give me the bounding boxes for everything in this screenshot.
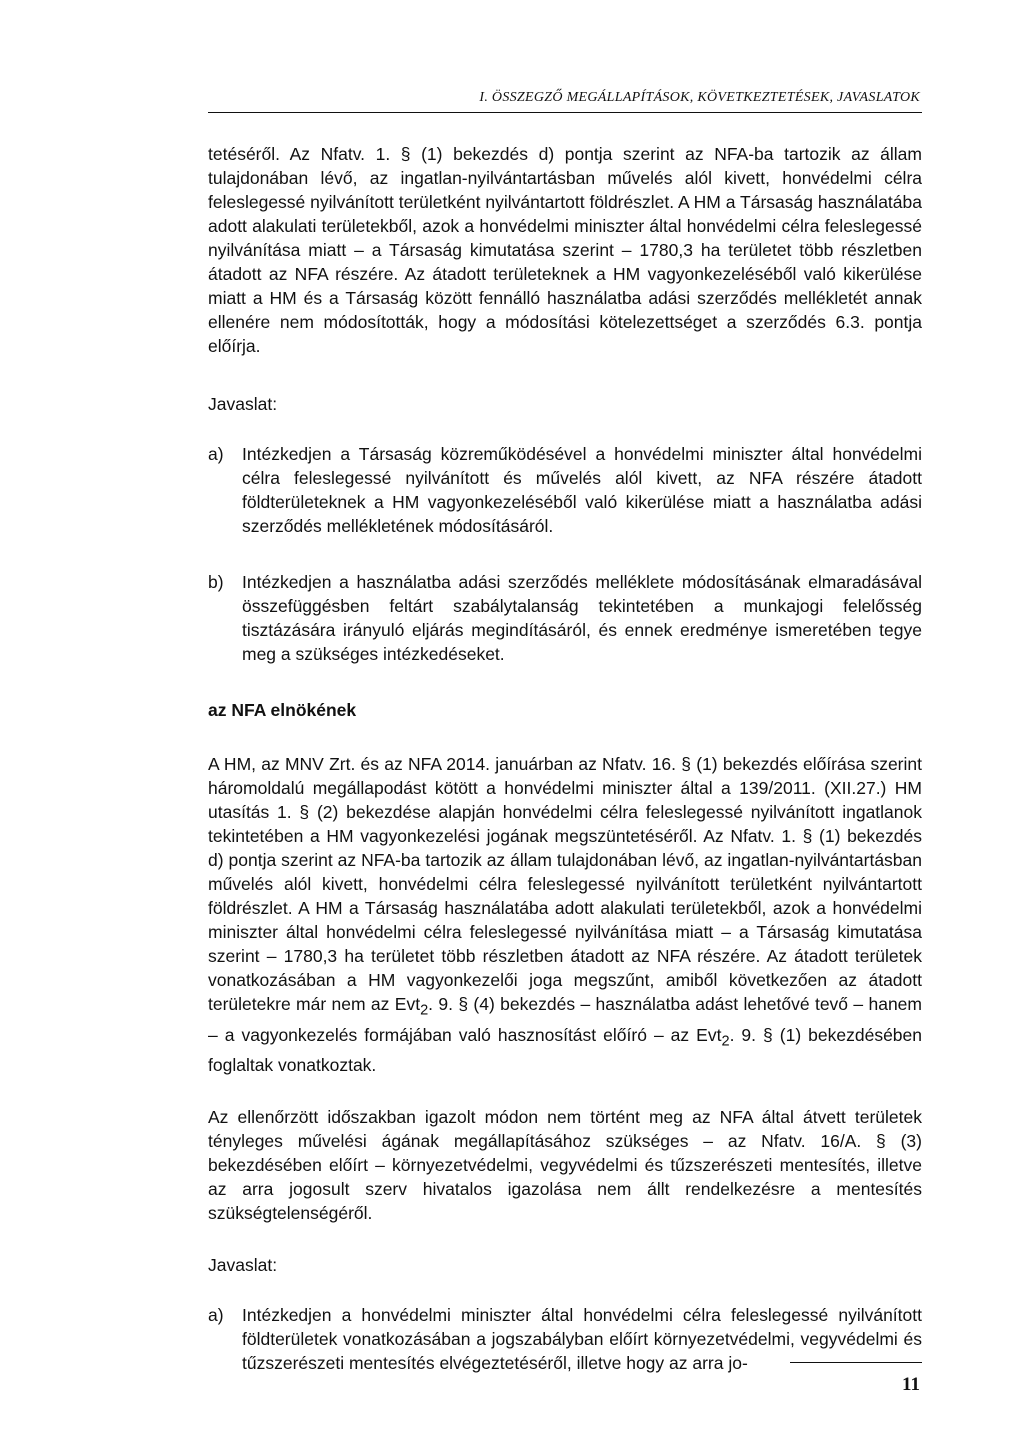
footer-rule	[790, 1362, 922, 1363]
subscript: 2	[420, 1002, 429, 1019]
nfa-paragraph	[208, 752, 922, 1077]
page-number: 11	[902, 1374, 920, 1395]
proposal-item	[208, 442, 922, 538]
proposal-marker: b)	[208, 572, 224, 592]
proposal-item	[208, 1303, 922, 1375]
proposal-text: Intézkedjen a használatba adási szerződés melléklete módosításának elmaradásával összefüggésben feltárt szabálytalanság tekintetében a munkajogi felelősség tisztázására irányuló eljárás megindításáról, és ennek eredménye ismeretében tegye meg a szükséges intézkedéseket.	[242, 572, 922, 664]
subscript: 2	[721, 1033, 730, 1049]
running-header: I. ÖSSZEGZŐ MEGÁLLAPÍTÁSOK, KÖVETKEZTETÉSEK, JAVASLATOK	[479, 90, 920, 105]
proposal-label: Javaslat:	[208, 394, 278, 414]
body-text	[208, 142, 922, 1375]
nfa-paragraph-text: . 9. § (1) bekezdésében foglaltak vonatkoztak.	[208, 1024, 922, 1075]
section-heading: az NFA elnökének	[208, 700, 357, 720]
proposal-label: Javaslat:	[208, 1255, 278, 1275]
nfa-paragraph-text: . 9. § (4) bekezdés – használatba adást lehetővé tevő – hanem – a vagyonkezelés formájában való hasznosítást előíró – az Evt	[208, 994, 922, 1045]
proposal-marker: a)	[208, 1305, 224, 1325]
intro-paragraph: tetéséről. Az Nfatv. 1. § (1) bekezdés d) pontja szerint az NFA-ba tartozik az állam tulajdonában lévő, az ingatlan-nyilvántartásban művelés alól kivett, honvédelmi célra feleslegessé nyilvánított területként nyilvántartott földrészlet. A HM a Társaság használatába adott alakulati területekből, azok a honvédelmi miniszter által honvédelmi célra feleslegessé nyilvánítása miatt – a Társaság kimutatása szerint – 1780,3 ha területet több részletben átadott az NFA részére. Az átadott területeknek a HM vagyonkezeléséből való kikerülése miatt a HM és a Társaság között fennálló használatba adási szerződés mellékletét annak ellenére nem módosították, hogy a módosítási kötelezettséget a szerződés 6.3. pontja előírja.	[208, 144, 922, 356]
nfa-paragraph: Az ellenőrzött időszakban igazolt módon nem történt meg az NFA által átvett területek tényleges művelési ágának megállapításához szükséges – az Nfatv. 16/A. § (3) bekezdésében előírt – környezetvédelmi, vegyvédelmi és tűzszerészeti mentesítés, illetve az arra jogosult szerv hivatalos igazolása nem állt rendelkezésre a mentesítés szükségtelenségéről.	[208, 1107, 922, 1223]
proposal-marker: a)	[208, 444, 224, 464]
proposal-item	[208, 570, 922, 666]
proposal-text: Intézkedjen a honvédelmi miniszter által honvédelmi célra feleslegessé nyilvánított földterületek vonatkozásában a jogszabályban előírt környezetvédelmi, vegyvédelmi és tűzszerészeti mentesítés elvégeztetéséről, illetve hogy az arra jo-	[242, 1305, 922, 1373]
proposal-text: Intézkedjen a Társaság közreműködésével a honvédelmi miniszter által honvédelmi célra feleslegessé nyilvánított és művelés alól kivett, az NFA részére átadott földterületeknek a HM vagyonkezeléséből való kikerülése miatt a használatba adási szerződés mellékletének módosításáról.	[242, 444, 922, 536]
nfa-paragraph-text: A HM, az MNV Zrt. és az NFA 2014. januárban az Nfatv. 16. § (1) bekezdés előírása szerint háromoldalú megállapodást kötött a honvédelmi miniszter által a 139/2011. (XII.27.) HM utasítás 1. § (2) bekezdése alapján honvédelmi célra feleslegessé nyilvánított ingatlanok tekintetében a HM vagyonkezelési jogának megszüntetéséről. Az Nfatv. 1. § (1) bekezdés d) pontja szerint az NFA-ba tartozik az állam tulajdonában lévő, az ingatlan-nyilvántartásban művelés alól kivett, honvédelmi célra feleslegessé nyilvánított területként nyilvántartott földrészlet. A HM a Társaság használatába adott alakulati területekből, azok a honvédelmi miniszter által honvédelmi célra feleslegessé nyilvánítása miatt – a Társaság kimutatása szerint – 1780,3 ha területet több részletben átadott az NFA részére. Az átadott területek vonatkozásában a HM vagyonkezelői joga megszűnt, amiből következően az átadott területekre már nem az Evt	[208, 754, 922, 1014]
header-rule	[208, 112, 922, 113]
